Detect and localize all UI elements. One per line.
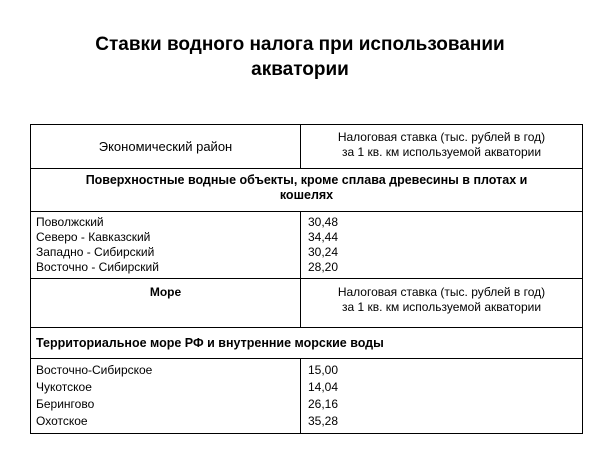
- rate-value: 15,00: [308, 363, 339, 377]
- territorial-sea-rates-cell: [301, 359, 583, 434]
- table-header-row: [31, 125, 583, 169]
- rate-value: 30,24: [308, 245, 339, 259]
- section-surface-waters-title-line-1: Поверхностные водные объекты, кроме сплава древесины в плотах и: [85, 173, 528, 187]
- column-header-rate-line-1: Налоговая ставка (тыс. рублей в год): [337, 130, 546, 144]
- page-title: [0, 32, 600, 82]
- sea-name: Восточно-Сибирское: [36, 363, 153, 377]
- water-tax-rates-table: [30, 124, 583, 434]
- sea-name: Охотское: [36, 414, 88, 428]
- section-territorial-sea: [31, 328, 583, 359]
- sea-name: Берингово: [36, 397, 95, 411]
- section-surface-waters: [31, 169, 583, 212]
- column-header-region: Экономический район: [31, 125, 301, 169]
- rate-value: 28,20: [308, 260, 339, 274]
- sea-rate-header-line-2: за 1 кв. км используемой акватории: [341, 300, 542, 314]
- section-surface-waters-title: [31, 169, 583, 212]
- page-title-line-2: акватории: [251, 59, 349, 80]
- page-title-line-1: Ставки водного налога при использовании: [95, 34, 505, 55]
- sea-rate-header: [301, 279, 583, 328]
- surface-waters-regions-cell: [31, 212, 301, 279]
- region-name: Восточно - Сибирский: [36, 260, 159, 274]
- territorial-sea-data-row: [31, 359, 583, 434]
- column-header-rate: [301, 125, 583, 169]
- surface-waters-rates-cell: [301, 212, 583, 279]
- region-name: Северо - Кавказский: [36, 230, 151, 244]
- rate-value: 35,28: [308, 414, 339, 428]
- sea-rate-header-line-1: Налоговая ставка (тыс. рублей в год): [337, 285, 546, 299]
- section-surface-waters-title-line-2: кошелях: [279, 188, 334, 202]
- region-name: Поволжский: [36, 215, 104, 229]
- section-territorial-sea-title: Территориальное море РФ и внутренние морские воды: [31, 328, 583, 359]
- rate-value: 34,44: [308, 230, 339, 244]
- column-header-rate-line-2: за 1 кв. км используемой акватории: [341, 145, 542, 159]
- sea-label: Море: [31, 279, 301, 328]
- sea-header-row: [31, 279, 583, 328]
- territorial-sea-names-cell: [31, 359, 301, 434]
- rate-value: 26,16: [308, 397, 339, 411]
- sea-name: Чукотское: [36, 380, 92, 394]
- rate-value: 14,04: [308, 380, 339, 394]
- region-name: Западно - Сибирский: [36, 245, 155, 259]
- surface-waters-data-row: [31, 212, 583, 279]
- rate-value: 30,48: [308, 215, 339, 229]
